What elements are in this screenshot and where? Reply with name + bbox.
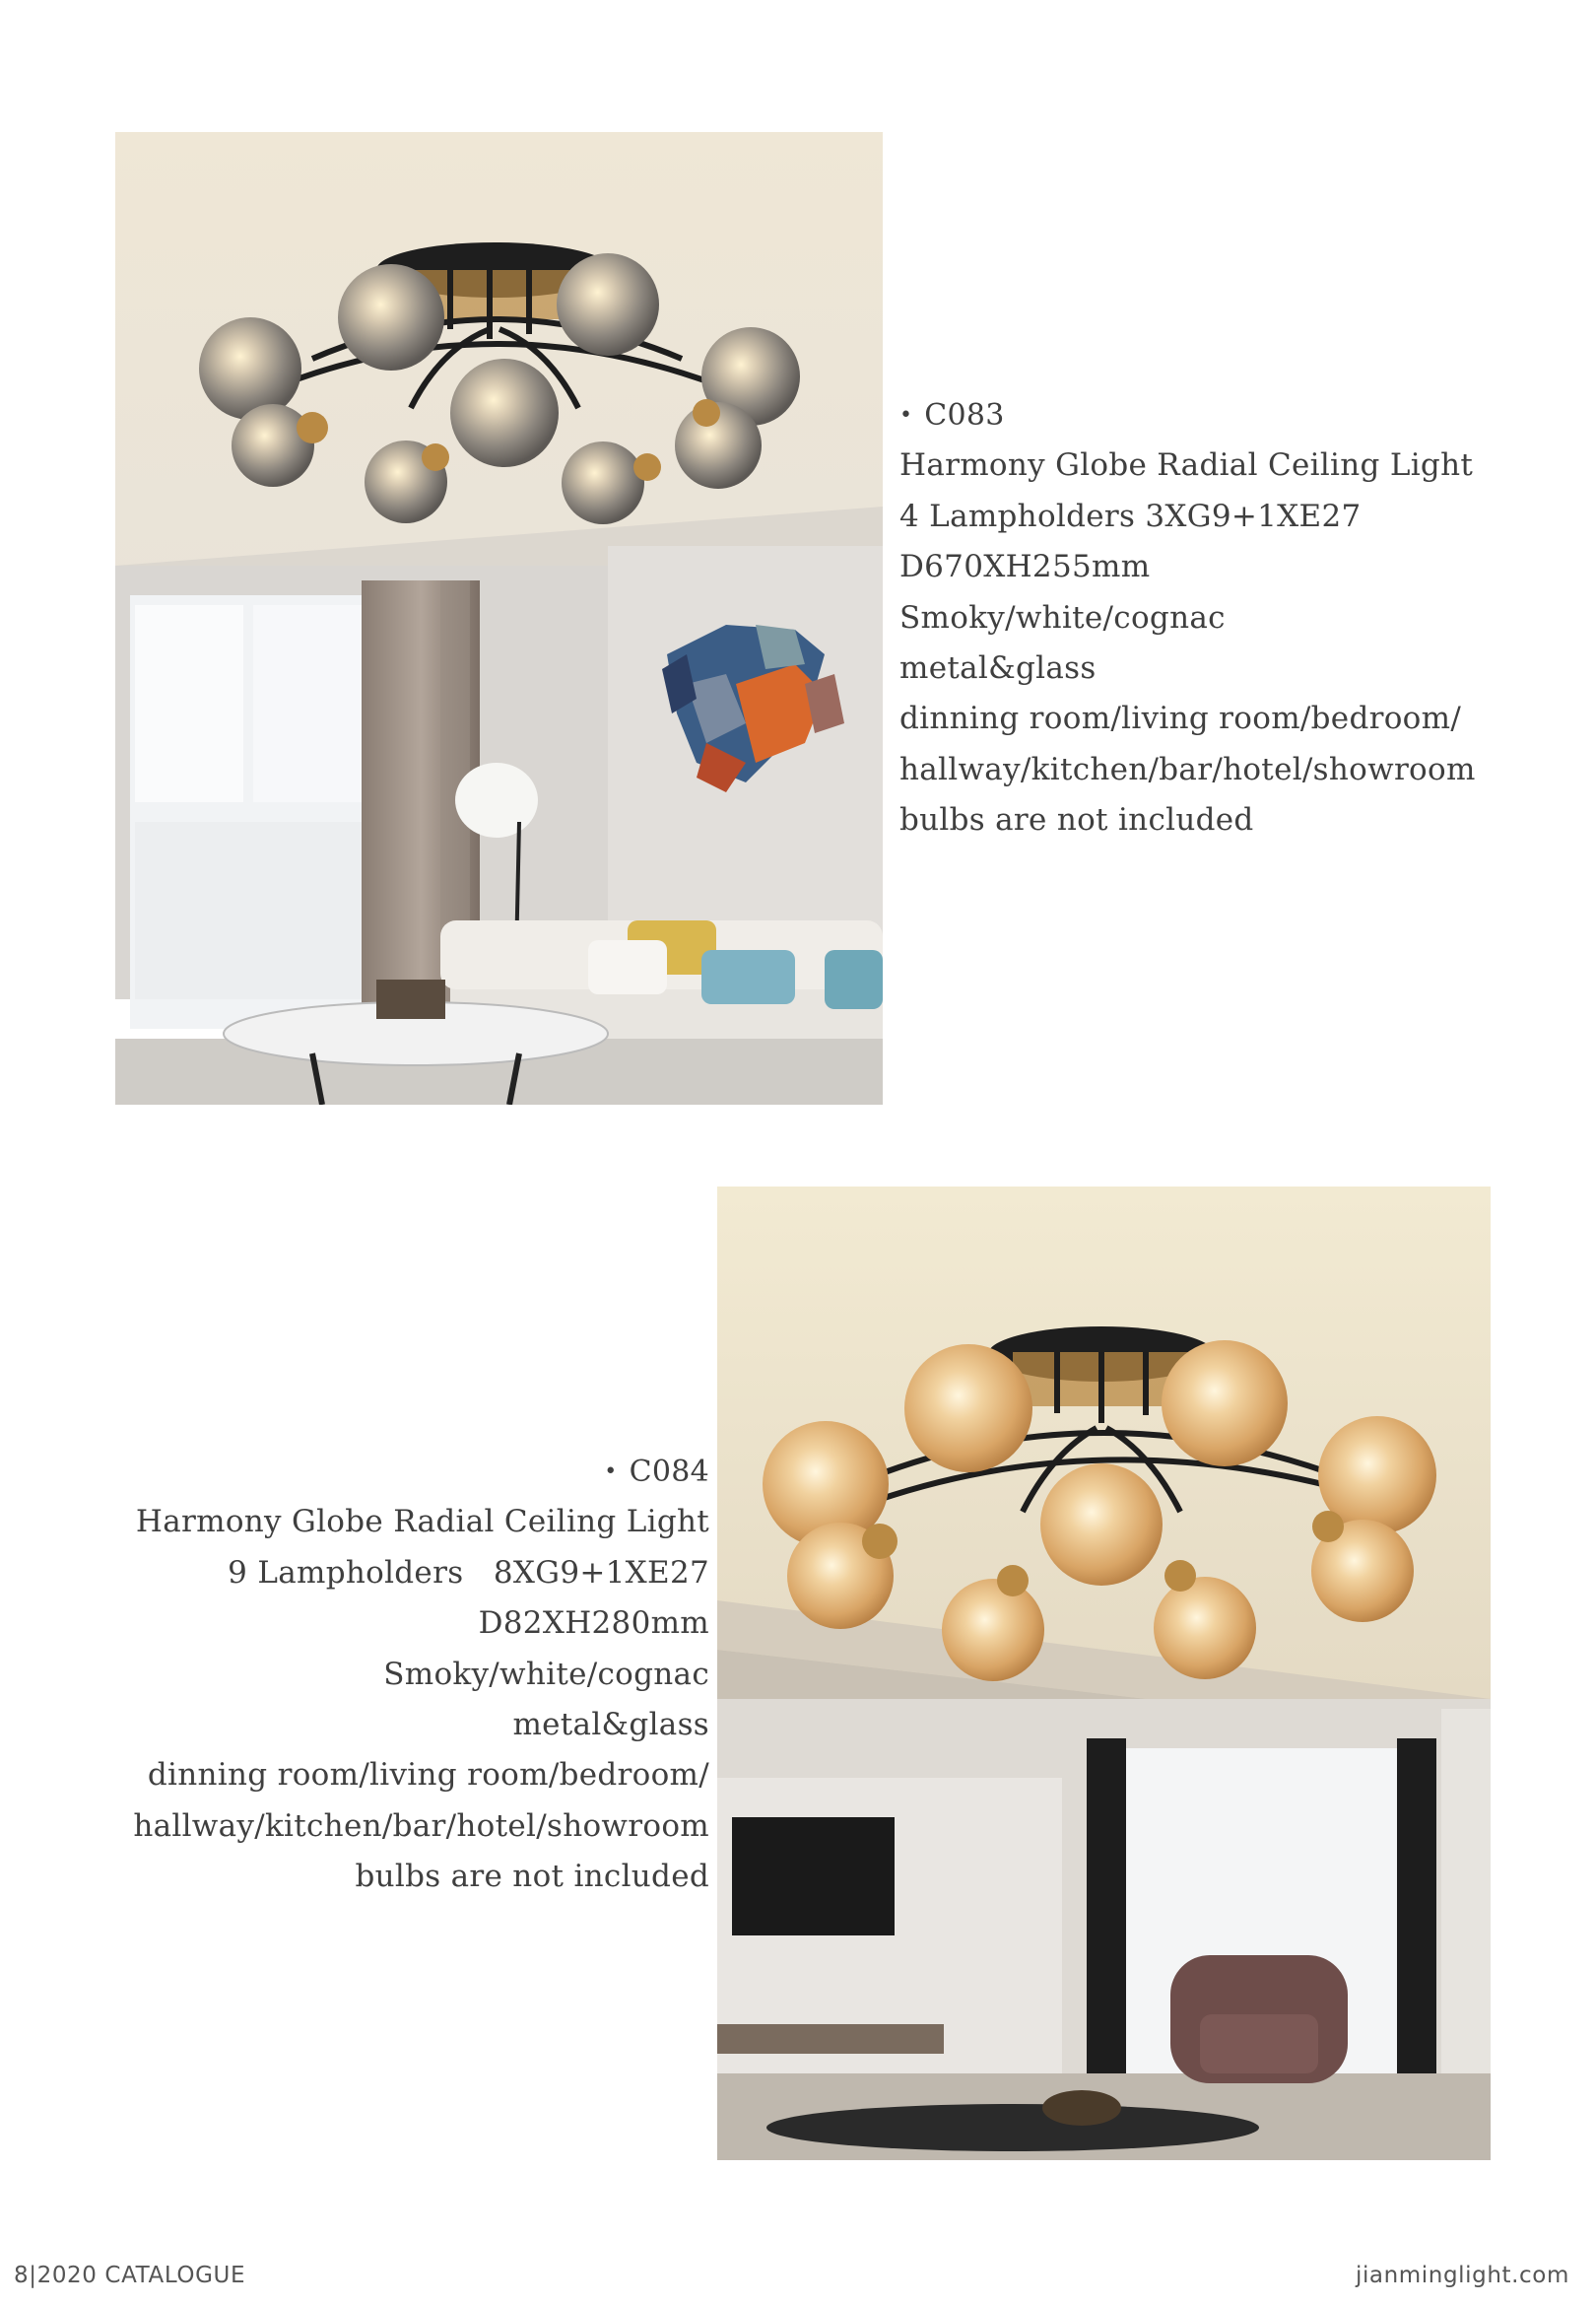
spec-block-c084 (133, 1447, 709, 1903)
product-dimensions: D670XH255mm (899, 549, 1151, 585)
product-code: • C083 (899, 398, 1005, 433)
product-photo-c084 (717, 1187, 1491, 2160)
product-colors: Smoky/white/cognac (383, 1656, 709, 1692)
product-name: Harmony Globe Radial Ceiling Light (135, 1504, 709, 1540)
product-rooms-line2: hallway/kitchen/bar/hotel/showroom (133, 1807, 709, 1844)
product-colors: Smoky/white/cognac (899, 599, 1226, 636)
product-material: metal&glass (512, 1707, 709, 1743)
footer-page-label: 8|2020 CATALOGUE (14, 2263, 246, 2288)
product-dimensions: D82XH280mm (478, 1605, 709, 1642)
product-photo-c083 (115, 132, 883, 1105)
product-code: • C084 (604, 1455, 709, 1489)
product-bulbs-note: bulbs are not included (355, 1859, 709, 1895)
spec-block-c083 (899, 390, 1476, 847)
bullet-icon: • (604, 1459, 618, 1484)
product-material: metal&glass (899, 650, 1097, 687)
product-lampholders: 9 Lampholders 8XG9+1XE27 (228, 1554, 709, 1591)
product-lampholders: 4 Lampholders 3XG9+1XE27 (899, 498, 1362, 534)
footer-website: jianminglight.com (1355, 2263, 1569, 2288)
product-rooms-line1: dinning room/living room/bedroom/ (899, 701, 1462, 737)
product-name: Harmony Globe Radial Ceiling Light (899, 447, 1474, 484)
product-bulbs-note: bulbs are not included (899, 802, 1254, 839)
bullet-icon: • (899, 403, 913, 428)
product-rooms-line1: dinning room/living room/bedroom/ (147, 1757, 709, 1794)
product-rooms-line2: hallway/kitchen/bar/hotel/showroom (899, 751, 1476, 787)
